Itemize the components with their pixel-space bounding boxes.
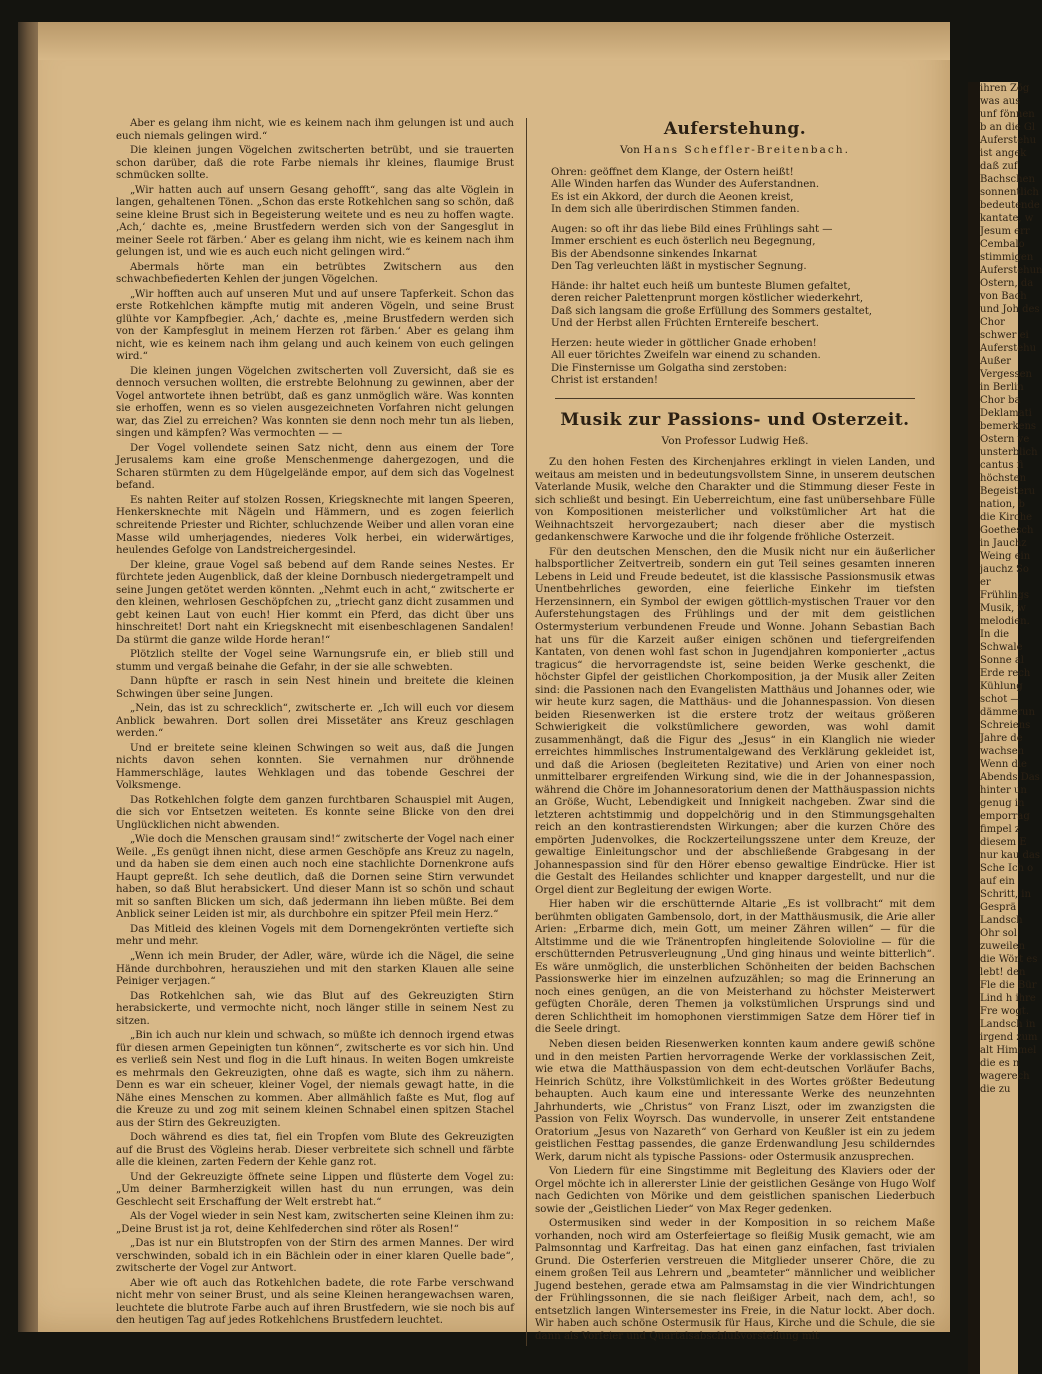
poem-auferstehung xyxy=(535,118,935,388)
poem-verse: Den Tag verleuchten läßt in mystischer Segnung. xyxy=(551,261,807,273)
story-paragraph: „Wir hatten auch auf unsern Gesang gehofft“, sang das alte Vöglein in langen, gehaltenen Tönen. „Schon das erste Rotkehlchen sang so schön, daß seine kleine Brust sich in Begeisterung weitete und es neu zu hoffen wagte. ‚Ach,‘ dachte es, ‚meine Brustfedern werden sich von der Sangesglut in meiner Seele rot färben.‘ Aber es gelang ihm nicht, wie es keinem nach ihm gelungen ist, und wie es auch euch nicht gelingen wird.“ xyxy=(116,184,514,259)
page-binding xyxy=(18,22,38,1332)
story-paragraph: Es nahten Reiter auf stolzen Rossen, Kriegsknechte mit langen Speeren, Henkersknechte mit Nägeln und Hämmern, und es zogen feierlich schreitende Priester und Richter, schluchzende Weiber und allen voran eine Masse wild umherjagendes, niederes Volk herbei, ein widerwärtiges, heulendes Gefolge von Landstreichergesindel. xyxy=(116,494,514,557)
poem-verse: All euer törichtes Zweifeln war einend zu schanden. xyxy=(551,350,821,362)
poem-title: Auferstehung. xyxy=(663,119,807,139)
poem-author: Hans Scheffler-Breitenbach. xyxy=(643,144,850,156)
article-paragraph: Für den deutschen Menschen, den die Musik nicht nur ein äußerlicher halbsportlicher Zeitvertreib, sondern ein gut Teil seines gesamten inneren Lebens in Leid und Freude bedeutet, ist die klassische Passionsmusik etwas Unentbehrliches geworden, eine feierliche Einkehr im tiefsten Herzensinnern, ein Symbol der ewigen göttlich-mystischen Trauer vor den Auferstehungstagen des Frühlings und der mit dem geistlichen Ostermysterium verbundenen Freude und Wonne. Johann Sebastian Bach hat uns für die Karzeit außer einigen schönen und tiefergreifenden Kantaten, von denen wohl fast schon in Jugendjahren komponierter „actus tragicus“ die hervorragendste ist, seine beiden Werke geschenkt, die höchster Gipfel der geistlichen Chorkomposition, ja der Musik aller Zeiten sind: die Passionen nach den Evangelisten Matthäus und Johannes oder, wie wir heute kurz sagen, die Matthäus- und die Johannespassion. Von diesen beiden Riesenwerken ist die erstere trotz der weitaus größeren Schwierigkeit die volkstümlichere geworden, was wohl damit zusammenhängt, daß die Figur des „Jesus“ in ein Klanglich nie wieder erreichtes himmlisches Instrumentalgewand des Verklärung gekleidet ist, und daß die Ariosen (begleiteten Rezitative) und Arien von einer noch unmittelbarer ergreifenden Wirkung sind, wie die in der Johannespassion, während die Chöre im Johannesoratorium denen der Matthäuspassion nichts an Größe, Wucht, Lebendigkeit und Innigkeit nachgeben. Zwar sind die letzteren achtstimmig und doppelchörig und in den Stimmungsgehalten reich an den kontrastierendsten Wirkungen; aber die kurzen Chöre des empörten Judenvolkes, die Rockzerteilungsszene unter dem Kreuze, der gewaltige Einleitungschor und der abschließende Grabgesang in der Johannespassion sind für den Hörer ebenso gewaltige Eindrücke. Hier ist die Gestalt des Heilandes schlichter und knapper dargestellt, und nur die Orgel dient zur Begleitung der ewigen Worte. xyxy=(535,546,935,896)
right-column xyxy=(535,118,935,1345)
story-paragraph: Und er breitete seine kleinen Schwingen so weit aus, daß die Jungen nichts davon sehen konnten. Sie vernahmen nur dröhnende Hammerschläge, lautes Wehklagen und das tobende Geschrei der Volksmenge. xyxy=(116,742,514,792)
next-page-fragment xyxy=(968,82,1042,1374)
article-paragraph: Zu den hohen Festen des Kirchenjahres erklingt in vielen Landen, und weitaus am meisten und in bedeutungsvollstem Sinne, in unserem deutschen Vaterlande Musik, welche den Charakter und die Stimmung dieser Feste in sich schließt und besingt. Ein Ueberreichtum, eine fast unübersehbare Fülle von Kompositionen meisterlicher und volkstümlicher Art hat die Weihnachtszeit hervorgezaubert; nach dieser aber die mystisch gedankenschwere Karwoche und die ihr folgende fröhliche Osterzeit. xyxy=(535,457,935,544)
poem-verse: Immer erschient es euch österlich neu Begegnung, xyxy=(551,236,816,248)
poem-byline xyxy=(535,144,935,157)
story-paragraph: Abermals hörte man ein betrübtes Zwitschern aus den schwachbefiederten Kehlen der jungen Vögelchen. xyxy=(116,261,514,286)
story-paragraph: Der kleine, graue Vogel saß bebend auf dem Rande seines Nestes. Er fürchtete jeden Augenblick, daß der kleine Dornbusch niedergetrampelt und seine Jungen getötet werden könnten. „Nehmt euch in acht,“ zwitscherte er den kleinen, wehrlosen Geschöpfchen zu, „triecht ganz dicht zusammen und gebt keinen Laut von euch! Hier kommt ein Pferd, das dicht über uns hinschreitet! Dort naht ein Kriegsknecht mit eisenbeschlagenen Sandalen! Da stürmt die ganze wilde Horde heran!“ xyxy=(116,559,514,646)
next-page-text: ihren Zög was aus unf fönnen b an die Gl Auferstehu ist angek daß zuf Bachschen sonnentlich bedeutende kantate, w Jesum err Cembalo stimmigen Auferstehun Ostern, da von Bach und Joh des Chor schwer ei Auferstehu Außer Vergessen in Berlin Chor ba Deklamati bemerkens Ostern ve unsterblich cantus fi höchsten Begeisteru nation, b die Kirche Goethesch in Jauchz Weing ein jauchz So er Frühlings Musik, w melodien. In die Schwale Sonne al Erde rech Kühlung schot — dämmerun Schreiens Jahre de wachsen Wenn die Abends Das hinter un genug in emporrag fimpel z diesem E nur kau das Sche Ich o auf ein Schritt, in Gesprä Landsch Ohr sol zuweilen die Wört es lebt! den Fle die Bür Lind h ihre Fre wogt. Landsch in irgend zum alt Himmel die es n wagerech die zu xyxy=(980,83,1042,1095)
story-paragraph: Aber wie oft auch das Rotkehlchen badete, die rote Farbe verschwand nicht mehr von seiner Brust, und als seine Kleinen herangewachsen waren, leuchtete die blutrote Farbe auch auf ihren Brustfedern, wie sie noch bis auf den heutigen Tag auf jedes Rotkehlchens Brustfedern leuchtet. xyxy=(116,1277,514,1327)
story-paragraph: „Bin ich auch nur klein und schwach, so müßte ich dennoch irgend etwas für diesen armen Gepeinigten tun können“, zwitscherte es vor sich hin. Und es verließ sein Nest und flog in die Luft hinaus. In weiten Bogen umkreiste es mehrmals den Gekreuzigten, ohne daß es wagte, sich ihm zu nähern. Denn es war ein scheuer, kleiner Vogel, der niemals gewagt hatte, in die Nähe eines Menschen zu kommen. Aber allmählich faßte es Mut, flog auf die Kreuze zu und zog mit seinem kleinen Schnabel einen spitzen Stachel aus der Stirn des Gekreuzigten. xyxy=(116,1030,514,1129)
story-paragraph: Das Rotkehlchen folgte dem ganzen furchtbaren Schauspiel mit Augen, die sich vor Entsetzen weiteten. Es konnte seine Blicke von den drei Unglücklichen nicht abwenden. xyxy=(116,794,514,831)
column-divider xyxy=(526,118,527,1346)
story-paragraph: Als der Vogel wieder in sein Nest kam, zwitscherten seine Kleinen ihm zu: „Deine Brust ist ja rot, deine Kehlfederchen sind röter als Rosen!“ xyxy=(116,1211,514,1235)
poem-verse: Herzen: heute wieder in göttlicher Gnade erhoben! xyxy=(551,337,817,349)
story-paragraph: „Das ist nur ein Blutstropfen von der Stirn des armen Mannes. Der wird verschwinden, sobald ich in ein Bächlein oder in einer klaren Quelle bade“, zwitscherte der Vogel zur Antwort. xyxy=(116,1238,514,1275)
story-paragraph: Das Rotkehlchen sah, wie das Blut auf des Gekreuzigten Stirn herabsickerte, und vermochte nicht, noch länger stille in seinem Nest zu sitzen. xyxy=(116,990,514,1027)
story-paragraph: „Nein, das ist zu schrecklich“, zwitscherte er. „Ich will euch vor diesem Anblick bewahren. Dort sollen drei Missetäter ans Kreuz geschlagen werden.“ xyxy=(116,703,514,740)
article-paragraph: Neben diesen beiden Riesenwerken konnten kaum andere gewiß schöne und in den meisten Partien hervorragende Werke der vorklassischen Zeit, wie etwa die Matthäuspassion von dem echt-deutschen Vorläufer Bachs, Heinrich Schütz, ihre Volkstümlichkeit in des Wortes größter Bedeutung behaupten. Auch kaum eine und interessante Werke des neunzehnten Jahrhunderts, wie „Christus“ von Franz Liszt, oder im zwanzigsten die Passion von Felix Woyrsch. Das wundervolle, in unserer Zeit entstandene Oratorium „Jesus von Nazareth“ von Gerhard von Keußler ist ein zu jedem geistlichen Festtag passendes, die ganze Erdenwandlung Jesu schilderndes Werk, darum nicht als typische Passions- oder Ostermusik anzusprechen. xyxy=(535,1039,935,1163)
page-gutter xyxy=(968,82,980,1374)
poem-verse: Hände: ihr haltet euch heiß um bunteste Blumen gefaltet, xyxy=(551,280,851,292)
story-paragraph: Die kleinen jungen Vögelchen zwitscherten betrübt, und sie trauerten schon darüber, daß die rote Farbe niemals ihr kleines, flaumige Brust schmücken sollte. xyxy=(116,145,514,182)
poem-verse: Ohren: geöffnet dem Klange, der Ostern heißt! xyxy=(551,166,794,178)
poem-stanza xyxy=(551,338,935,388)
article-byline: Von Professor Ludwig Heß. xyxy=(661,434,809,447)
poem-verse: Und der Herbst allen Früchten Erntereife beschert. xyxy=(551,318,819,330)
article-paragraph: Von Liedern für eine Singstimme mit Begleitung des Klaviers oder der Orgel möchte ich in allererster Linie der geistlichen Gesänge von Hugo Wolf nach Gedichten von Mörike und dem geistlichen spanischen Liederbuch sowie der „Geistlichen Lieder“ von Max Reger gedenken. xyxy=(535,1166,935,1215)
story-paragraph: Aber es gelang ihm nicht, wie es keinem nach ihm gelungen ist und auch euch niemals gelingen wird.“ xyxy=(116,118,514,142)
article-paragraph: Ostermusiken sind weder in der Komposition in so reichem Maße vorhanden, noch wird am Osterfeiertage so fleißig Musik gemacht, wie am Palmsonntag und Karfreitag. Das hat einen ganz einfachen, fast trivialen Grund. Die Osterferien verstreuen die Mitglieder unserer Chöre, die zu einem großen Teil aus Lehrern und „beamteter“ männlicher und weiblicher Jugend bestehen, gerade etwa am Palmsamstag in die vier Windrichtungen der Frühlingssonnen, die sie nach fleißiger Arbeit, nach dem, ach!, so entsetzlich langen Wintersemester ins Freie, in die Natur lockt. Aber doch. Wir haben auch schöne Ostermusik für Haus, Kirche und die Schule, die sie dann als Vorfeier und Quartalsabschlußvorstellung mit xyxy=(535,1218,935,1342)
page-top-edge xyxy=(38,22,950,60)
story-paragraph: Das Mitleid des kleinen Vogels mit dem Dornengekrönten vertiefte sich mehr und mehr. xyxy=(116,923,514,948)
poem-verse: In dem sich alle überirdischen Stimmen fanden. xyxy=(551,204,800,216)
story-paragraph: „Wenn ich mein Bruder, der Adler, wäre, würde ich die Nägel, die seine Hände durchbohren, herausziehen und mit den starken Klauen alle seine Peiniger verjagen.“ xyxy=(116,951,514,988)
article-paragraph: Hier haben wir die erschütternde Altarie „Es ist vollbracht“ mit dem berühmten obligaten Gambensolo, dort, in der Matthäusmusik, die Arie aller Arien: „Erbarme dich, mein Gott, um meiner Zähren willen“ — für die Altstimme und die wie Tränentropfen hingleitende Solovioline — für die erschütternden Petrusverleugnung „Und ging hinaus und weinte bitterlich“. Es wäre unmöglich, die unsterblichen Schönheiten der beiden Bachschen Passionswerke hier im einzelnen aufzuzählen; so mag die Erinnerung an noch eines genügen, an die von Meisterhand zu höchster Meisterwert gefügten Choräle, deren Themen ja volkstümlichen Ursprungs sind und deren Schlichtheit im homophonen vierstimmigen Satze dem Hörer tief in die Seele dringt. xyxy=(535,899,935,1036)
poem-verse: Es ist ein Akkord, der durch die Aeonen kreist, xyxy=(551,191,794,203)
story-paragraph: Und der Gekreuzigte öffnete seine Lippen und flüsterte dem Vogel zu: „Um deiner Barmherzigkeit willen hast du nun errungen, was dein Geschlecht seit Erschaffung der Welt erstrebt hat.“ xyxy=(116,1171,514,1208)
article-body xyxy=(535,457,935,1343)
article-divider xyxy=(555,398,915,399)
poem-stanzas xyxy=(551,167,935,388)
poem-stanza xyxy=(551,281,935,331)
story-paragraph: Doch während es dies tat, fiel ein Tropfen vom Blute des Gekreuzigten auf die Brust des Vögleins herab. Dieser verbreitete sich schnell und färbte alle die kleinen, zarten Federn der Kehle ganz rot. xyxy=(116,1132,514,1169)
newspaper-page xyxy=(18,22,1042,1342)
poem-byline-prefix: Von xyxy=(620,144,640,156)
story-paragraph: „Wie doch die Menschen grausam sind!“ zwitscherte der Vogel nach einer Weile. „Es genügt ihnen nicht, diese armen Geschöpfe ans Kreuz zu nageln, und da haben sie dem einen auch noch eine stachlichte Dornenkrone aufs Haupt gepreßt. Ich sehe deutlich, daß die Dornen seine Stirn verwundet haben, so daß Blut herabsickert. Und dieser Mann ist so schön und schaut mit so sanften Blicken um sich, daß jedermann ihn lieben müßte. Bei dem Anblick seiner Leiden ist mir, als durchbohre ein spitzer Pfeil mein Herz.“ xyxy=(116,834,514,921)
story-paragraph: Plötzlich stellte der Vogel seine Warnungsrufe ein, er blieb still und stumm und vergaß beinahe die Gefahr, in der sie alle schwebten. xyxy=(116,649,514,673)
poem-verse: Augen: so oft ihr das liebe Bild eines Frühlings saht — xyxy=(551,223,833,235)
poem-verse: Alle Winden harfen das Wunder des Auferstandnen. xyxy=(551,179,820,191)
poem-verse: Bis der Abendsonne sinkendes Inkarnat xyxy=(551,248,757,260)
poem-stanza xyxy=(551,224,935,274)
poem-verse: Daß sich langsam die große Erfüllung des Sommers gestaltet, xyxy=(551,305,873,317)
left-column-story xyxy=(116,118,514,1330)
story-paragraph: „Wir hofften auch auf unseren Mut und auf unsere Tapferkeit. Schon das erste Rotkehlchen kämpfte mutig mit anderen Vögeln, und seine Brust glühte vor Kampfbegier. ‚Ach,‘ dachte es, ‚meine Brustfedern werden sich von der Kampfesglut in meinem Herzen rot färben.‘ Aber es gelang ihm nicht, wie es keinem nach ihm gelang und auch keinem von euch gelingen wird.“ xyxy=(116,288,514,363)
story-paragraph: Die kleinen jungen Vögelchen zwitscherten voll Zuversicht, daß sie es dennoch versuchen wollten, die erstrebte Belohnung zu gewinnen, aber der Vogel antwortete ihnen betrübt, daß es ganz unmöglich wäre. Was konnten sie erhoffen, wenn es so vielen ausgezeichneten Vorfahren nicht gelungen war, das Ziel zu erreichen? Was konnten sie denn noch mehr tun als lieben, singen und kämpfen? Was vermochten — — xyxy=(116,365,514,440)
story-paragraph: Dann hüpfte er rasch in sein Nest hinein und breitete die kleinen Schwingen über seine Jungen. xyxy=(116,676,514,700)
story-paragraph: Der Vogel vollendete seinen Satz nicht, denn aus einem der Tore Jerusalems kam eine große Menschenmenge dahergezogen, und die Scharen stürmten zu dem Hügelgelände empor, auf dem sich das Vogelnest befand. xyxy=(116,442,514,492)
poem-verse: Die Finsternisse um Golgatha sind zerstoben: xyxy=(551,362,787,374)
poem-verse: deren reicher Palettenprunt morgen köstlicher wiederkehrt, xyxy=(551,293,864,305)
article-title: Musik zur Passions- und Osterzeit. xyxy=(560,409,910,430)
poem-stanza xyxy=(551,167,935,217)
article-musik xyxy=(535,409,935,1344)
poem-verse: Christ ist erstanden! xyxy=(551,375,658,387)
